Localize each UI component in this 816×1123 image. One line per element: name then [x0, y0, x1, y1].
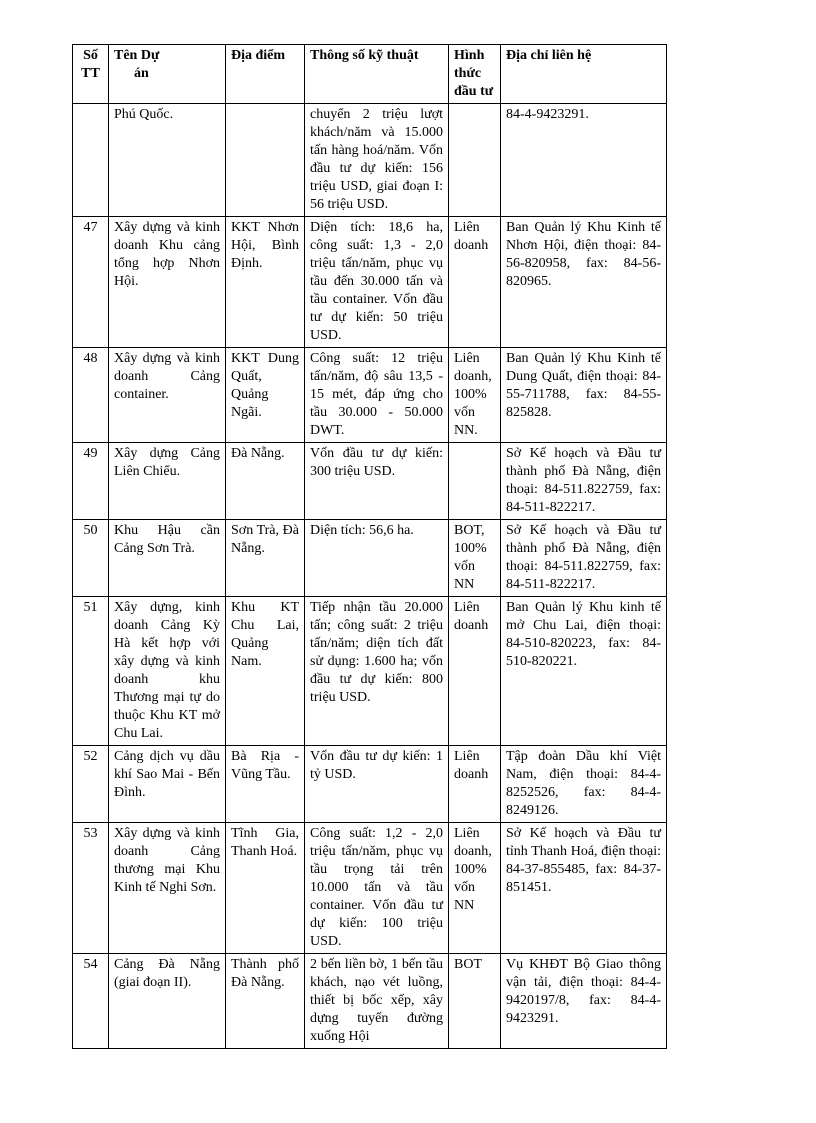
cell-stt: 54: [73, 954, 109, 1049]
cell-investment-form: Liên doanh: [449, 217, 501, 348]
cell-investment-form: [449, 443, 501, 520]
cell-stt: 47: [73, 217, 109, 348]
cell-location: KKT Dung Quất, Quảng Ngãi.: [226, 348, 305, 443]
cell-stt: 51: [73, 597, 109, 746]
cell-investment-form: Liên doanh, 100% vốn NN.: [449, 348, 501, 443]
table-row: [73, 746, 667, 823]
cell-investment-form: Liên doanh: [449, 746, 501, 823]
cell-project-name: Xây dựng và kinh doanh Cảng thương mại Khu Kinh tế Nghi Sơn.: [109, 823, 226, 954]
cell-investment-form: BOT, 100% vốn NN: [449, 520, 501, 597]
cell-investment-form: [449, 104, 501, 217]
cell-contact: 84-4-9423291.: [501, 104, 667, 217]
cell-contact: Tập đoàn Dầu khí Việt Nam, điện thoại: 84-4-8252526, fax: 84-4-8249126.: [501, 746, 667, 823]
cell-specs: Vốn đầu tư dự kiến: 300 triệu USD.: [305, 443, 449, 520]
cell-project-name: Xây dựng và kinh doanh Cảng container.: [109, 348, 226, 443]
cell-project-name: Cảng Đà Nẵng (giai đoạn II).: [109, 954, 226, 1049]
cell-stt: 52: [73, 746, 109, 823]
cell-specs: Diện tích: 18,6 ha, công suất: 1,3 - 2,0 triệu tấn/năm, phục vụ tầu đến 30.000 tấn và tầu container. Vốn đầu tư dự kiến: 50 triệu USD.: [305, 217, 449, 348]
table-row: [73, 954, 667, 1049]
header-specs: Thông số kỹ thuật: [305, 45, 449, 104]
cell-location: Đà Nẵng.: [226, 443, 305, 520]
cell-contact: Sở Kế hoạch và Đầu tư thành phố Đà Nẵng, điện thoại: 84-511.822759, fax: 84-511-822217.: [501, 520, 667, 597]
table-row: [73, 104, 667, 217]
cell-stt: 50: [73, 520, 109, 597]
header-investment-form: Hình thức đầu tư: [449, 45, 501, 104]
cell-project-name: Cảng dịch vụ dầu khí Sao Mai - Bến Đình.: [109, 746, 226, 823]
cell-specs: Vốn đầu tư dự kiến: 1 tỷ USD.: [305, 746, 449, 823]
cell-specs: Diện tích: 56,6 ha.: [305, 520, 449, 597]
cell-location: [226, 104, 305, 217]
cell-location: Khu KT Chu Lai, Quảng Nam.: [226, 597, 305, 746]
cell-contact: Sở Kế hoạch và Đầu tư thành phố Đà Nẵng, điện thoại: 84-511.822759, fax: 84-511-822217.: [501, 443, 667, 520]
projects-table: [72, 44, 667, 1049]
cell-project-name: Khu Hậu cần Cảng Sơn Trà.: [109, 520, 226, 597]
cell-project-name: Xây dựng và kinh doanh Khu cảng tổng hợp Nhơn Hội.: [109, 217, 226, 348]
cell-contact: Ban Quản lý Khu kinh tế mở Chu Lai, điện thoại: 84-510-820223, fax: 84-510-820221.: [501, 597, 667, 746]
table-header-row: [73, 45, 667, 104]
cell-project-name: Xây dựng, kinh doanh Cảng Kỳ Hà kết hợp với xây dựng và kinh doanh khu Thương mại tự do thuộc Khu KT mở Chu Lai.: [109, 597, 226, 746]
table-row: [73, 597, 667, 746]
cell-stt: [73, 104, 109, 217]
header-contact: Địa chỉ liên hệ: [501, 45, 667, 104]
cell-investment-form: Liên doanh: [449, 597, 501, 746]
header-project-name: [109, 45, 226, 104]
header-project-name-line1: Tên Dự: [114, 48, 160, 63]
cell-stt: 49: [73, 443, 109, 520]
cell-specs: chuyển 2 triệu lượt khách/năm và 15.000 tấn hàng hoá/năm. Vốn đầu tư dự kiến: 156 triệu USD, giai đoạn I: 56 triệu USD.: [305, 104, 449, 217]
cell-stt: 53: [73, 823, 109, 954]
cell-specs: Công suất: 12 triệu tấn/năm, độ sâu 13,5 - 15 mét, đáp ứng cho tầu 30.000 - 50.000 DWT.: [305, 348, 449, 443]
cell-investment-form: Liên doanh, 100% vốn NN: [449, 823, 501, 954]
cell-contact: Ban Quản lý Khu Kinh tế Dung Quất, điện thoại: 84-55-711788, fax: 84-55-825828.: [501, 348, 667, 443]
header-project-name-line2: án: [134, 66, 149, 81]
cell-location: Thành phố Đà Nẵng.: [226, 954, 305, 1049]
cell-location: Bà Rịa - Vũng Tầu.: [226, 746, 305, 823]
table-row: [73, 520, 667, 597]
cell-specs: Tiếp nhận tầu 20.000 tấn; công suất: 2 triệu tấn/năm; diện tích đất sử dụng: 1.600 ha; vốn đầu tư dự kiến: 800 triệu USD.: [305, 597, 449, 746]
cell-location: KKT Nhơn Hội, Bình Định.: [226, 217, 305, 348]
table-row: [73, 217, 667, 348]
cell-stt: 48: [73, 348, 109, 443]
cell-location: Tĩnh Gia, Thanh Hoá.: [226, 823, 305, 954]
cell-contact: Sở Kế hoạch và Đầu tư tỉnh Thanh Hoá, điện thoại: 84-37-855485, fax: 84-37-851451.: [501, 823, 667, 954]
cell-specs: Công suất: 1,2 - 2,0 triệu tấn/năm, phục vụ tầu trọng tải trên 10.000 tấn và tầu container. Vốn đầu tư dự kiến: 100 triệu USD.: [305, 823, 449, 954]
cell-contact: Vụ KHĐT Bộ Giao thông vận tải, điện thoại: 84-4-9420197/8, fax: 84-4-9423291.: [501, 954, 667, 1049]
table-row: [73, 823, 667, 954]
table-row: [73, 348, 667, 443]
cell-specs: 2 bến liền bờ, 1 bến tầu khách, nạo vét luồng, thiết bị bốc xếp, xây dựng tuyến đường xuống Hội: [305, 954, 449, 1049]
cell-investment-form: BOT: [449, 954, 501, 1049]
table-row: [73, 443, 667, 520]
cell-project-name: Xây dựng Cảng Liên Chiểu.: [109, 443, 226, 520]
cell-contact: Ban Quản lý Khu Kinh tế Nhơn Hội, điện thoại: 84-56-820958, fax: 84-56-820965.: [501, 217, 667, 348]
cell-location: Sơn Trà, Đà Nẵng.: [226, 520, 305, 597]
cell-project-name: Phú Quốc.: [109, 104, 226, 217]
header-stt: Số TT: [73, 45, 109, 104]
header-location: Địa điểm: [226, 45, 305, 104]
